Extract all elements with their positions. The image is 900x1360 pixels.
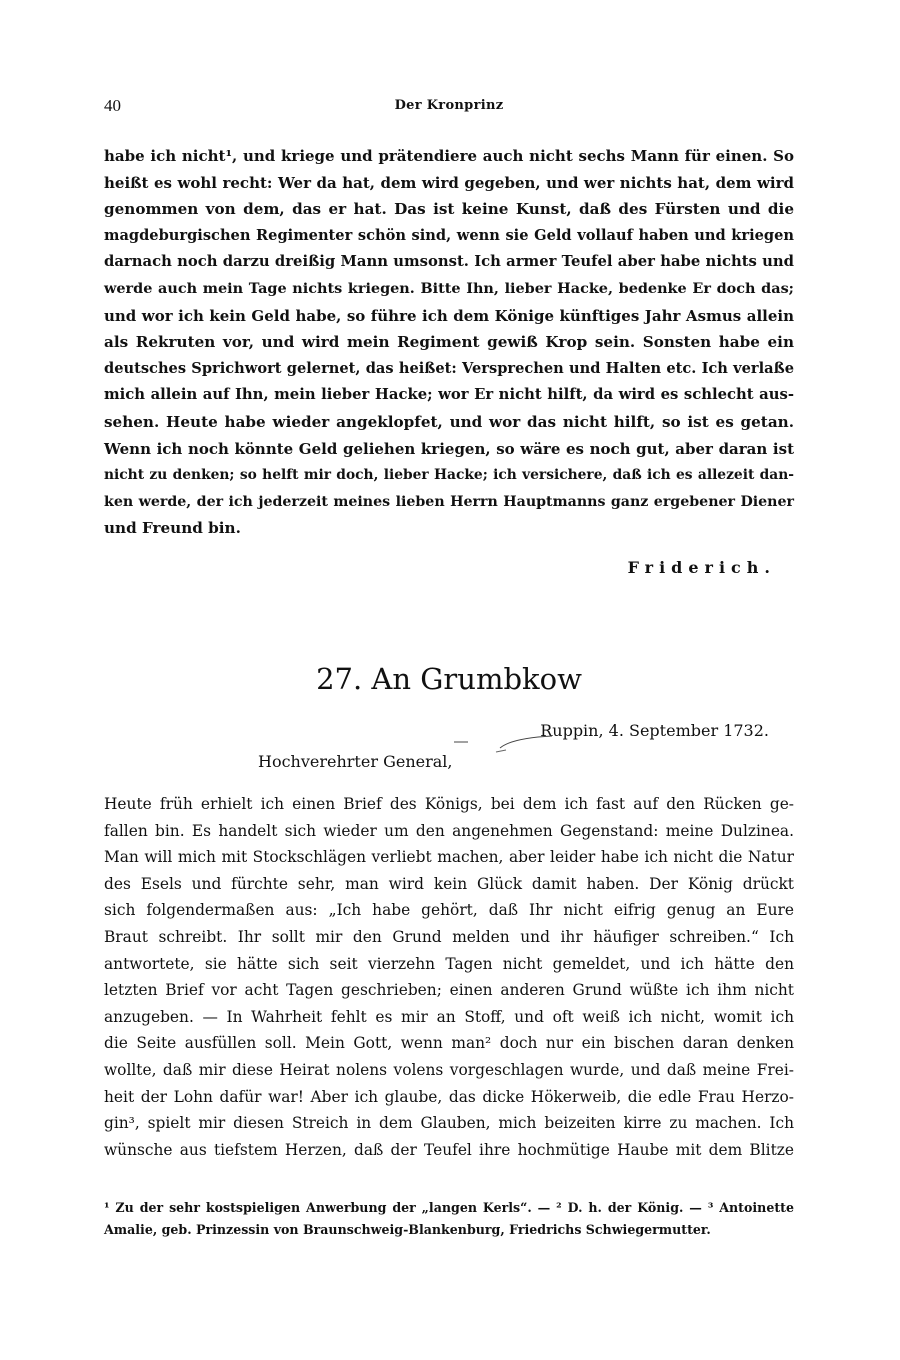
- text-line: habe ich nicht¹, und kriege und prätendiere auch nicht sechs Mann für einen. So: [104, 147, 794, 165]
- text-line: sich folgendermaßen aus: „Ich habe gehört, daß Ihr nicht eifrig genug an Eure: [104, 901, 794, 920]
- pencil-mark: [452, 732, 562, 772]
- text-line: heit der Lohn dafür war! Aber ich glaube, das dicke Hökerweib, die edle Frau Herzo-: [104, 1087, 794, 1106]
- letter-26-body: [104, 143, 794, 542]
- text-line: des Esels und fürchte sehr, man wird kein Glück damit haben. Der König drückt: [104, 874, 794, 893]
- letter-27-body: [104, 791, 794, 1163]
- signature: Friderich.: [627, 558, 776, 577]
- text-line: gin³, spielt mir diesen Streich in dem Glauben, mich beizeiten kirre zu machen. Ich: [104, 1114, 794, 1133]
- page-number: 40: [104, 96, 121, 115]
- text-line: als Rekruten vor, und wird mein Regiment gewiß Krop sein. Sonsten habe ein: [104, 333, 794, 352]
- text-line: und wor ich kein Geld habe, so führe ich dem Könige künftiges Jahr Asmus allein: [104, 306, 794, 325]
- text-line: letzten Brief vor acht Tagen geschrieben; einen anderen Grund wüßte ich ihm nicht: [104, 981, 794, 1000]
- salutation: Hochverehrter General,: [258, 752, 453, 771]
- text-line: werde auch mein Tage nichts kriegen. Bitte Ihn, lieber Hacke, bedenke Er doch das;: [104, 279, 794, 297]
- text-line: Wenn ich noch könnte Geld geliehen kriegen, so wäre es noch gut, aber daran ist: [104, 439, 794, 458]
- text-line: die Seite ausfüllen soll. Mein Gott, wenn man² doch nur ein bischen daran denken: [104, 1034, 794, 1053]
- text-line: fallen bin. Es handelt sich wieder um den angenehmen Gegenstand: meine Dulzinea.: [104, 821, 794, 840]
- running-head: [104, 96, 794, 120]
- text-line: sehen. Heute habe wieder angeklopfet, und wor das nicht hilft, so ist es getan.: [104, 412, 794, 431]
- text-line: Man will mich mit Stockschlägen verliebt machen, aber leider habe ich nicht die Natur: [104, 848, 794, 867]
- text-line: antwortete, sie hätte sich seit vierzehn Tagen nicht gemeldet, und ich hätte den: [104, 954, 794, 973]
- text-line: anzugeben. — In Wahrheit fehlt es mir an Stoff, und oft weiß ich nicht, womit ich: [104, 1007, 794, 1026]
- place-date: Ruppin, 4. September 1732.: [540, 721, 769, 740]
- text-line: magdeburgischen Regimenter schön sind, wenn sie Geld vollauf haben und kriegen: [104, 226, 794, 244]
- text-line: wünsche aus tiefstem Herzen, daß der Teufel ihre hochmütige Haube mit dem Blitze: [104, 1140, 794, 1159]
- text-line: genommen von dem, das er hat. Das ist keine Kunst, daß des Fürsten und die: [104, 200, 794, 219]
- text-line: Heute früh erhielt ich einen Brief des Königs, bei dem ich fast auf den Rücken ge-: [104, 795, 794, 813]
- text-line: und Freund bin.: [104, 519, 241, 538]
- text-line: wollte, daß mir diese Heirat nolens volens vorgeschlagen wurde, und daß meine Frei-: [104, 1060, 794, 1079]
- text-line: ken werde, der ich jederzeit meines lieben Herrn Hauptmanns ganz ergebener Diener: [104, 493, 794, 510]
- text-line: deutsches Sprichwort gelernet, das heißet: Versprechen und Halten etc. Ich verlaße: [104, 359, 794, 377]
- section-title: 27. An Grumbkow: [316, 662, 582, 696]
- text-line: mich allein auf Ihn, mein lieber Hacke; wor Er nicht hilft, da wird es schlecht aus-: [104, 386, 794, 404]
- text-line: darnach noch darzu dreißig Mann umsonst. Ich armer Teufel aber habe nichts und: [104, 253, 794, 271]
- running-title: Der Kronprinz: [394, 98, 504, 113]
- text-line: Braut schreibt. Ihr sollt mir den Grund melden und ihr häufiger schreiben.“ Ich: [104, 927, 794, 946]
- text-line: nicht zu denken; so helft mir doch, lieber Hacke; ich versichere, daß ich es allezeit dan-: [104, 467, 794, 484]
- footnotes: [104, 1197, 794, 1241]
- footnote-line: ¹ Zu der sehr kostspieligen Anwerbung der „langen Kerls“. — ² D. h. der König. — ³ Antoinette: [104, 1200, 794, 1215]
- text-line: heißt es wohl recht: Wer da hat, dem wird gegeben, und wer nichts hat, dem wird: [104, 173, 794, 192]
- footnote-line: Amalie, geb. Prinzessin von Braunschweig-Blankenburg, Friedrichs Schwiegermutter.: [104, 1222, 711, 1237]
